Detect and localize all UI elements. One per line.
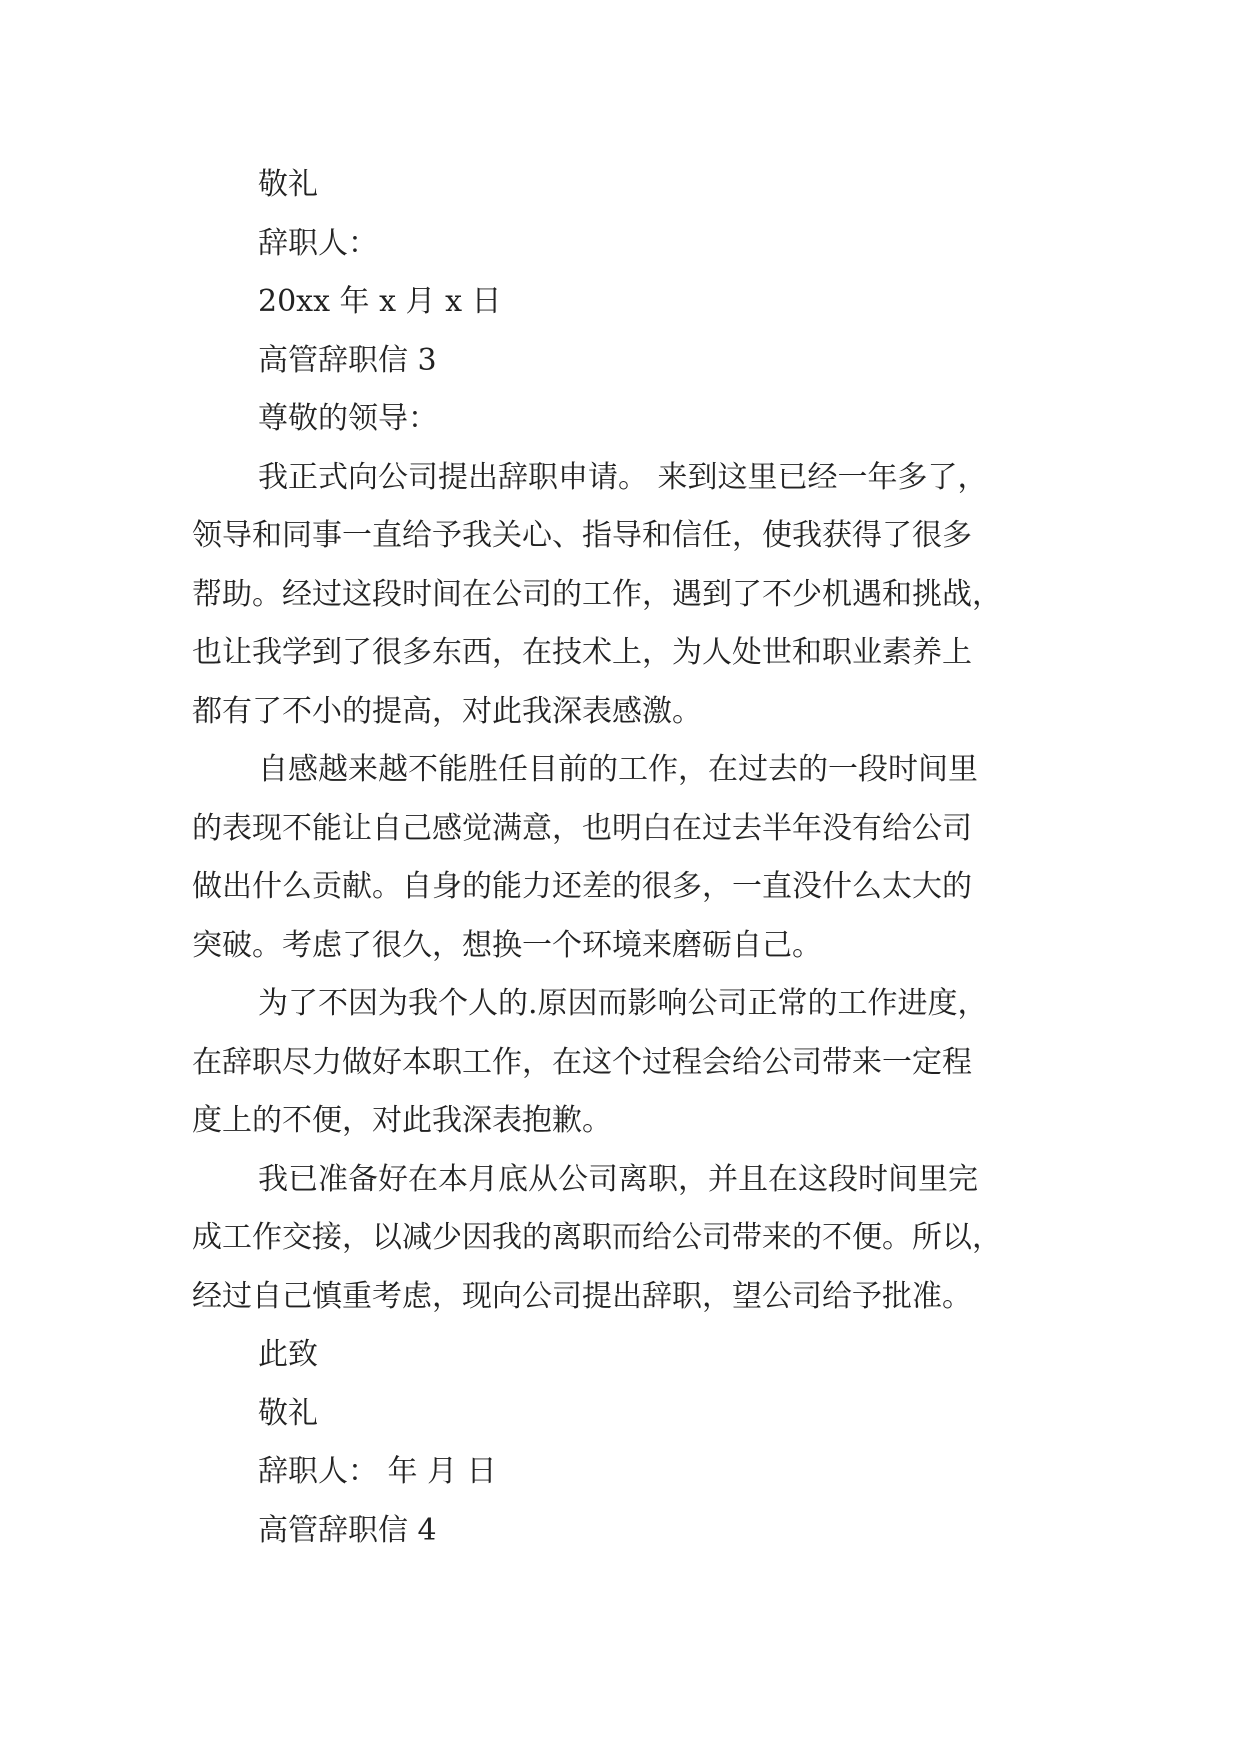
- paragraph-line: 成工作交接，以减少因我的离职而给公司带来的不便。所以，: [192, 1220, 1002, 1255]
- paragraph-1: [192, 449, 1072, 742]
- paragraph-line: 突破。考虑了很久，想换一个环境来磨砺自己。: [192, 927, 822, 963]
- closing-respect: 敬礼: [258, 1395, 318, 1431]
- paragraph-line: 帮助。经过这段时间在公司的工作，遇到了不少机遇和挑战，: [192, 576, 1002, 612]
- signer-line: 辞职人：: [258, 225, 378, 261]
- paragraph-line: 领导和同事一直给予我关心、指导和信任，使我获得了很多: [192, 518, 972, 553]
- paragraph-line: 我已准备好在本月底从公司离职，并且在这段时间里完: [258, 1161, 978, 1197]
- paragraph-2: [192, 741, 1072, 975]
- paragraph-line: 度上的不便，对此我深表抱歉。: [192, 1103, 612, 1138]
- closing-respect: 敬礼: [258, 167, 318, 202]
- paragraph-line: 在辞职尽力做好本职工作，在这个过程会给公司带来一定程: [192, 1044, 972, 1080]
- letter-body: [192, 156, 1072, 1560]
- paragraph-line: 都有了不小的提高，对此我深表感激。: [192, 693, 702, 729]
- paragraph-line: 的表现不能让自己感觉满意，也明白在过去半年没有给公司: [192, 810, 972, 846]
- paragraph-4: [192, 1151, 1072, 1327]
- paragraph-line: 经过自己慎重考虑，现向公司提出辞职，望公司给予批准。: [192, 1278, 972, 1314]
- letter-heading-3: 高管辞职信 3: [258, 342, 437, 378]
- paragraph-3: [192, 975, 1072, 1151]
- signer-date-line: 辞职人： 年 月 日: [258, 1454, 497, 1489]
- paragraph-line: 为了不因为我个人的.原因而影响公司正常的工作进度，: [258, 986, 988, 1021]
- closing-hereby: 此致: [258, 1337, 318, 1372]
- paragraph-line: 也让我学到了很多东西，在技术上，为人处世和职业素养上: [192, 635, 972, 670]
- paragraph-line: 我正式向公司提出辞职申请。 来到这里已经一年多了，: [258, 459, 988, 495]
- salutation: 尊敬的领导：: [258, 401, 438, 436]
- letter-heading-4: 高管辞职信 4: [258, 1512, 437, 1548]
- date-line: 20xx 年 x 月 x 日: [258, 284, 502, 319]
- paragraph-line: 做出什么贡献。自身的能力还差的很多，一直没什么太大的: [192, 869, 972, 904]
- paragraph-line: 自感越来越不能胜任目前的工作，在过去的一段时间里: [258, 752, 978, 787]
